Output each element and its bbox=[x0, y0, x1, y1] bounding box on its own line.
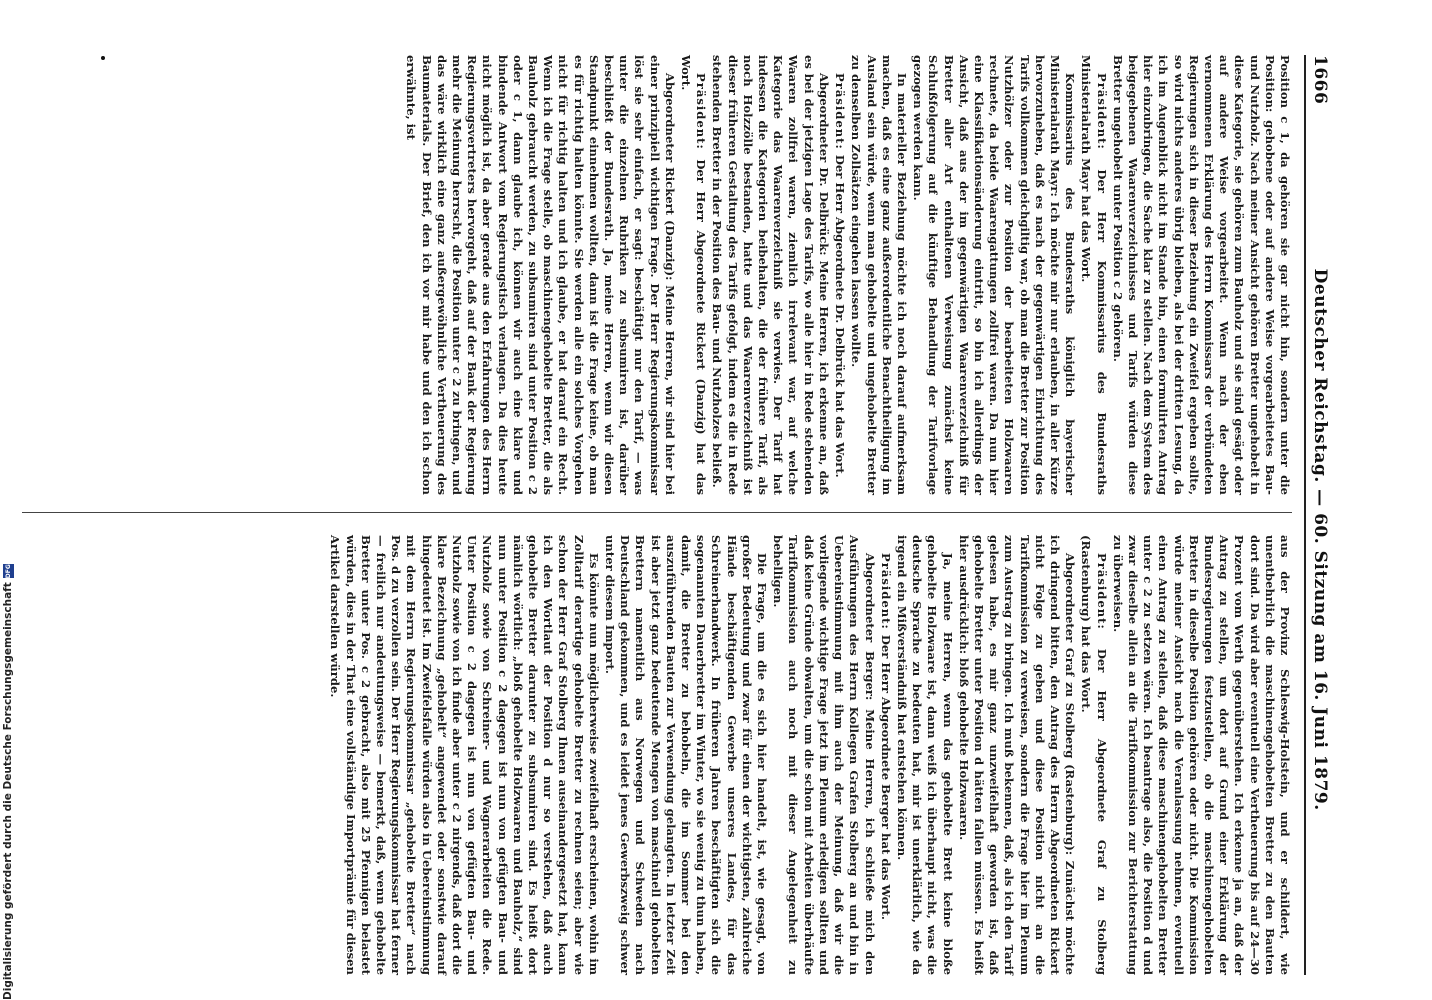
paragraph bbox=[678, 55, 708, 495]
paragraph-text: Der Herr Abgeordnete Dr. Delbrück hat das Wort. bbox=[833, 154, 848, 478]
paragraph bbox=[1078, 55, 1108, 495]
header-rule bbox=[1304, 55, 1306, 975]
paragraph bbox=[709, 55, 831, 495]
paragraph bbox=[878, 535, 893, 975]
paragraph bbox=[956, 535, 1078, 975]
column-divider bbox=[22, 512, 1292, 513]
paragraph-text: Der Herr Abgeordnete Berger hat das Wort. bbox=[878, 634, 893, 920]
paragraph bbox=[327, 535, 601, 975]
paragraph bbox=[1110, 535, 1292, 975]
ink-dot bbox=[101, 56, 105, 60]
speaker-label: Präsident: bbox=[833, 73, 848, 155]
text-column-right bbox=[326, 535, 1292, 975]
paragraph bbox=[1110, 55, 1292, 495]
paragraph-text: Der Herr Kommissarius des Bundesraths Ministerialrath Mayr hat das Wort. bbox=[1079, 55, 1109, 496]
page-number: 1666 bbox=[1310, 55, 1330, 105]
paragraph-text: Abgeordneter Dr. Delbrück: Meine Herren, ich erkenne an, daß es bei der jetzigen Lage des Tarifs, wo alle hier in Rede stehenden Waaren zollfrei waren, ziemlich irrelevant war, auf welche Kategorie das Waarenverzeichniß sie verwies. Der Tarif hat indessen die Kategorien beibehalten, die der frühere Tarif, als noch Holzzölle bestanden, hatte und das Waarenverzeichniß ist dieser früheren Gestaltung des Tarifs gefolgt, indem es die in Rede stehenden Bretter in der Position des Bau- und Nutzholzes beließ. bbox=[710, 55, 831, 495]
paragraph bbox=[1078, 535, 1108, 975]
paragraph-text: Es könnte nun möglicherweise zweifelhaft erscheinen, wohin im Zolltarif derartige gehobelte Bretter zu rechnen seien; aber wie schon der Herr Graf Stolberg Ihnen auseinandergesetzt hat, kann ich den Wortlaut der Position d nur so verstehen, daß auch gehobelte Bretter darunter zu subsumiren sind. Es heißt dort nämlich wörtlich: „bloß gehobelte Holzwaaren und Bauholz,“ sind nun unter Position c 2 dagegen ist nun von gefügten Bau- und Nutzholz sowie von Schreiner- und Wagnerarbeiten die Rede. Unter Position c 2 dagegen ist nun von gefügten Bau- und Nutzholz sowie von ich finde aber unter c 2 nirgends, daß dort die klare Bezeichnung „gehobelt“ angewendet oder sonstwie darauf hingedeutet ist. Im Zweifelsfalle würden also in Uebereinstimmung mit dem Herrn Regierungskommissar „gehobelte Bretter“ nach Pos. d zu verzollen sein. Der Herr Regierungskommissar hat ferner — freilich nur andeutungsweise — bemerkt, daß, wenn gehobelte Bretter unter Pos. c 2 gebracht, also mit 25 Pfennigen belastet würden, dies in der That eine vollständige Importprämie für diesen Artikel darstellen würde. bbox=[328, 535, 601, 975]
paragraph-text: Abgeordneter Berger: Meine Herren, ich schließe mich den Ausführungen des Herrn Kollegen Grafen Stolberg an und bin in Uebereinstimmung mit ihm auch der Meinung, daß wir die vorliegende wichtige Frage jetzt im Plenum erledigen sollten und daß keine Gründe obwalten, um die schon mit Arbeiten überhäufte Tarifkommission auch noch mit dieser Angelegenheit zu behelligen. bbox=[771, 535, 877, 975]
paragraph-text: Der Herr Abgeordnete Rickert (Danzig) hat das Wort. bbox=[679, 55, 709, 495]
paragraph-text: Die Frage, um die es sich hier handelt, ist, wie gesagt, von großer Bedeutung und zwar für einen der wichtigsten, zahlreiche Hände beschäftigenden Gewerbe unseres Landes, für das Schreinerhandwerk. In früheren Jahren beschäftigten sich die sogenannten Dauerbretter im Winter, wo sie wenig zu thun haben, damit, die Bretter zu behobeln, die im Sommer bei den auszuführenden Bauten zur Verwendung gelangten. In letzter Zeit ist aber jetzt ganz bedeutende Mengen von maschinell gehobelten Brettern namentlich aus Norwegen und Schweden nach Deutschland gekommen, und es leidet jenes Gewerbszweig schwer unter diesem Import. bbox=[603, 535, 770, 975]
paragraph bbox=[848, 55, 909, 495]
paragraph-text: In materieller Beziehung möchte ich noch darauf aufmerksam machen, daß es eine ganz außerordentliche Benachtheiligung im Ausland sein würde, wenn man gehobelte und ungehobelte Bretter zu denselben Zollsätzen eingehen lassen wollte. bbox=[849, 55, 909, 495]
paragraph bbox=[910, 55, 1077, 495]
paragraph-text: Ja, meine Herren, wenn das gehobelte Brett keine bloße gehobelte Holzwaare ist, dann weiß ich überhaupt nicht, was die deutsche Sprache zu bedeuten hat, mir ist unerklärlich, wie da irgend ein Mißverständniß hat entstehen können. bbox=[894, 535, 955, 975]
text-column-left bbox=[402, 55, 1292, 495]
paragraph-text: aus der Provinz Schleswig-Holstein, und er schildert, wie unentbehrlich die maschinengehobelten Bretter zu den Bauten dort sind. Da wird aber eventuell eine Vertheuerung bis auf 24—30 Prozent vom Werth gegenüberstehen. Ich erkenne ja an, daß der Antrag zu stellen, um dort auf Grund einer Erklärung der Bundesregierungen festzustellen, ob die maschinengehobelten Bretter in dieselbe Position gehören oder nicht. Die Kommission würde meiner Ansicht nach die Veranlassung nehmen, eventuell einen Antrag zu stellen, daß diese maschinengehobelten Bretter unter c 2 zu setzen wären. Ich beantrage also, die Position d und zwar dieselbe allein an die Tarifkommission zur Berichterstattung zu überweisen. bbox=[1110, 535, 1292, 975]
paragraph bbox=[894, 535, 955, 975]
page-header bbox=[1310, 55, 1350, 975]
dfg-logo-icon: DFG bbox=[4, 564, 12, 579]
speaker-label: Präsident: bbox=[694, 73, 709, 160]
page-title: Deutscher Reichstag. — 60. Sitzung am 16. Juni 1879. bbox=[1310, 268, 1330, 811]
paragraph-text: Der Herr Abgeordnete Graf zu Stolberg (Rastenburg) hat das Wort. bbox=[1079, 535, 1109, 975]
digitization-credit bbox=[2, 564, 14, 1000]
paragraph bbox=[403, 55, 677, 495]
paragraph bbox=[770, 535, 876, 975]
paragraph-text: Kommissarius des Bundesraths königlich bayerischer Ministerialrath Mayr: Ich möchte mir nur erlauben, in aller Kürze hervorzuheben, daß es nach der gegenwärtigen Einrichtung des Tarifs vollkommen gleichgiltig war, ob man die Bretter zur Position Nutzhölzer oder zur Position der bearbeiteten Holzwaaren rechnete, da beide Waarengattungen zollfrei waren. Da nun hier eine Klassifikationsänderung eintritt, so bin ich allerdings der Ansicht, daß aus der im gegenwärtigen Waarenverzeichniß für Bretter aller Art enthaltenen Verweisung zunächst keine Schlußfolgerung auf die künftige Behandlung der Tarifvorlage gezogen werden kann. bbox=[911, 55, 1078, 495]
speaker-label: Präsident: bbox=[878, 553, 893, 635]
paragraph bbox=[602, 535, 769, 975]
paragraph-text: Abgeordneter Graf zu Stolberg (Rastenburg): Zunächst möchte ich dringend bitten, den Antrag des Herrn Abgeordneten Rickert nicht Folge zu geben und diese Position nicht an die Tarifkommission zu verweisen, sondern die Frage hier im Plenum zum Austrag zu bringen. Ich muß bekennen, daß, als ich den Tarif gelesen habe, es mir ganz unzweifelhaft geworden ist, daß gehobelte Bretter unter Position d hätten fallen müssen. Es heißt hier ausdrücklich: bloß gehobelte Holzwaaren. bbox=[956, 535, 1078, 975]
speaker-label: Präsident: bbox=[1094, 553, 1109, 649]
paragraph-text: Position c 1, da gehören sie gar nicht hin, sondern unter die Position: gehobene oder auf andere Weise vorgearbeitetes Bau- und Nutzholz. Nach meiner Ansicht gehören Bretter ungehobelt in diese Kategorie, sie gehören zum Bauholz und sie sind gesägt oder auf andere Weise vorgearbeitet. Wenn nach der eben vernommenen Erklärung des Herrn Kommissars der verbündeten Regierungen sich in dieser Beziehung ein Zweifel ergeben sollte, so wird nichts anderes übrig bleiben, als bei der dritten Lesung, da ich im Augenblick nicht im Stande bin, einen formulirten Antrag hier einzubringen, die Sache klar zu stellen. Nach dem System des beigegebenen Waarenverzeichnisses und Tarifs würden diese Bretter ungehobelt unter Position c 2 gehören. bbox=[1110, 55, 1292, 495]
paragraph bbox=[832, 55, 847, 495]
speaker-label: Präsident: bbox=[1094, 73, 1109, 170]
paragraph-text: Abgeordneter Rickert (Danzig): Meine Herren, wir sind hier bei einer prinzipiell wichtigen Frage. Der Herr Regierungskommissar löst sie sehr einfach, er sagt: beschäftigt nur den Tarif, — was unter die einzelnen Rubriken zu subsumiren ist, darüber beschließt der Bundesrath. Ja, meine Herren, wenn wir diesen Standpunkt einnehmen wollten, dann ist die Frage keine, ob man es für richtig halten könnte. Sie werden alle ein solches Vorgehen nicht für richtig halten und ich glaube, er hat darauf ein Recht. Wenn ich die Frage stelle, ob maschinengehobelte Bretter, die als Bauholz gebraucht werden, zu subsumiren sind unter Position c 2 oder c 1, dann glaube ich, können wir auch eine klare und bindende Antwort vom Regierungstisch verlangen. Da dies heute nicht möglich ist, da aber gerade aus den Erfahrungen des Herrn Regierungsvertreters hervorgeht, daß auf der Bank der Regierung mehr die Meinung herrscht, die Position unter c 2 zu bringen, und das wäre wirklich eine ganz außergewöhnliche Vertheuerung des Baumaterials. Der Brief, den ich vor mir habe und den ich schon erwähnte, ist bbox=[404, 55, 677, 495]
credit-text: Digitalisierung gefördert durch die Deutsche Forschungsgemeinschaft bbox=[2, 582, 14, 1000]
